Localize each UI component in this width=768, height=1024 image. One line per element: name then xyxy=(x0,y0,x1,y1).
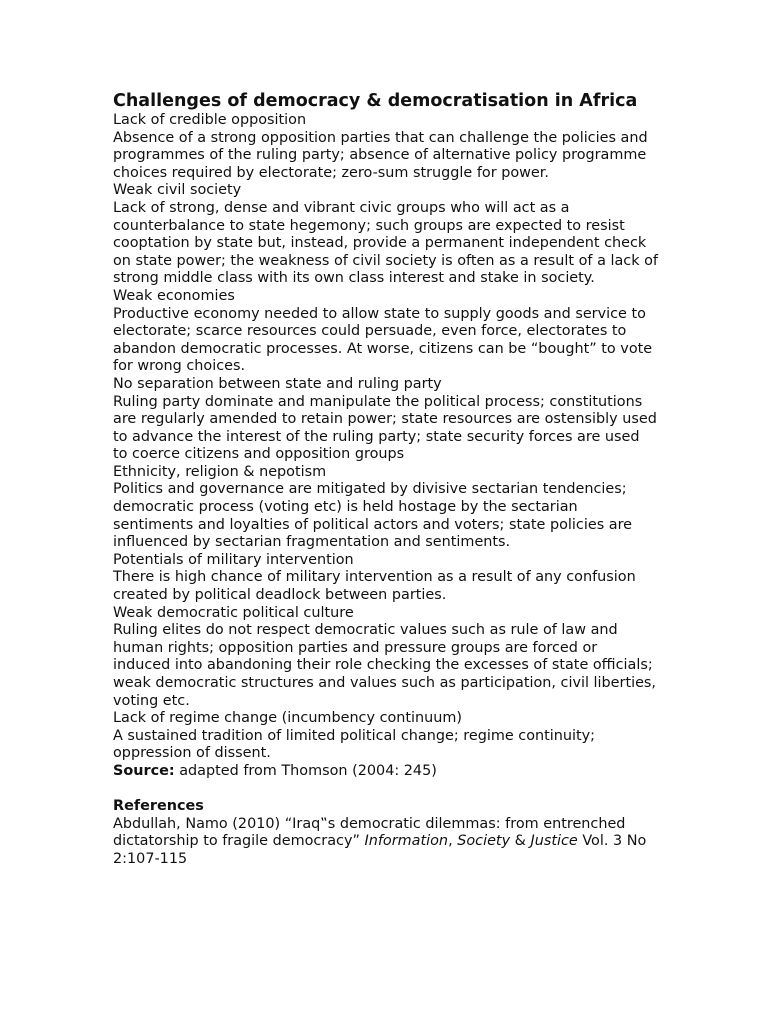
section-military xyxy=(113,552,658,605)
section-paragraph: Politics and governance are mitigated by divisive sectarian tendencies; democratic process (voting etc) is held hostage by the sectarian sentiments and loyalties of political actors and voters; state policies are influenced by sectarian fragmentation and sentiments. xyxy=(113,481,633,551)
section-paragraph: Productive economy needed to allow state to supply goods and service to electorate; scarce resources could persuade, even force, electorates to abandon democratic processes. At worse, citizens can be “bought” to vote for wrong choices. xyxy=(113,305,653,375)
references-title: References xyxy=(113,798,204,815)
source-label: Source: xyxy=(113,762,175,779)
section-heading: Ethnicity, religion & nepotism xyxy=(113,463,327,480)
section-heading: Lack of credible opposition xyxy=(113,112,307,128)
reference-separator: , xyxy=(448,833,458,850)
reference-separator: & xyxy=(510,833,531,850)
section-paragraph: A sustained tradition of limited political change; regime continuity; oppression of dissent. xyxy=(113,727,596,762)
section-paragraph: Ruling elites do not respect democratic values such as rule of law and human rights; opposition parties and pressure groups are forced or induced into abandoning their role checking the excesses of state officials; weak democratic structures and values such as participation, civil liberties, voting etc. xyxy=(113,622,657,709)
section-civil-society xyxy=(113,182,658,288)
section-heading: Weak democratic political culture xyxy=(113,604,354,621)
section-opposition xyxy=(113,112,658,182)
section-heading: Potentials of military intervention xyxy=(113,551,354,568)
section-heading: Lack of regime change (incumbency continuum) xyxy=(113,710,463,727)
reference-volume: Vol. 3 No 2:107-115 xyxy=(113,833,647,867)
section-political-culture xyxy=(113,605,658,711)
section-heading: No separation between state and ruling party xyxy=(113,375,442,392)
section-regime-change xyxy=(113,710,658,763)
section-economies xyxy=(113,288,658,376)
source-line xyxy=(113,763,658,781)
section-paragraph: There is high chance of military intervention as a result of any confusion created by political deadlock between parties. xyxy=(113,569,636,604)
section-heading: Weak civil society xyxy=(113,182,242,199)
section-separation xyxy=(113,376,658,464)
reference-journal-society: Society xyxy=(457,833,511,850)
section-paragraph: Lack of strong, dense and vibrant civic groups who will act as a counterbalance to state hegemony; such groups are expected to resist cooptation by state but, instead, provide a permanent independent check on state power; the weakness of civil society is often as a result of a lack of strong middle class with its own class interest and stake in society. xyxy=(113,199,658,287)
source-text: adapted from Thomson (2004: 245) xyxy=(174,762,437,779)
reference-journal-justice: Justice xyxy=(530,833,578,850)
reference-journal-information: Information xyxy=(364,833,449,850)
section-heading: Weak economies xyxy=(113,287,235,304)
document-page xyxy=(113,90,658,869)
document-title: Challenges of democracy & democratisation in Africa xyxy=(113,91,638,111)
section-paragraph: Absence of a strong opposition parties that can challenge the policies and programmes of the ruling party; absence of alternative policy programme choices required by electorate; zero-sum struggle for power. xyxy=(113,129,648,181)
reference-entry xyxy=(113,816,658,869)
section-ethnicity xyxy=(113,464,658,552)
section-paragraph: Ruling party dominate and manipulate the political process; constitutions are regularly amended to retain power; state resources are ostensibly used to advance the interest of the ruling party; state security forces are used to coerce citizens and opposition groups xyxy=(113,393,657,463)
reference-citation: Abdullah, Namo (2010) “Iraq‟s democratic dilemmas: from entrenched dictatorship to fragile democracy” xyxy=(113,815,626,850)
